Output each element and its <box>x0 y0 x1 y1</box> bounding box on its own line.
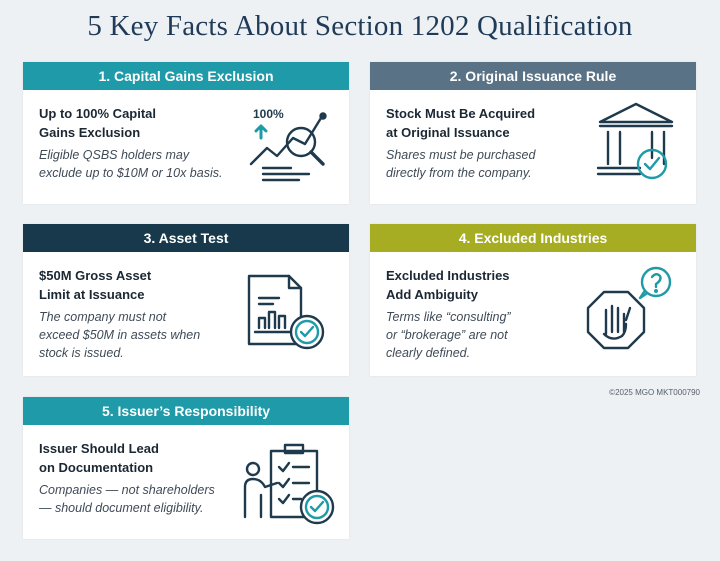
chart-magnifier-icon <box>249 104 339 184</box>
card-header: 5. Issuer’s Responsibility <box>23 397 349 425</box>
card-heading-line: Excluded Industries <box>386 268 510 283</box>
card-heading <box>39 266 229 304</box>
card-heading <box>386 266 576 304</box>
card-heading <box>39 104 229 142</box>
card-header: 1. Capital Gains Exclusion <box>23 62 349 90</box>
card-description <box>386 308 586 362</box>
card-heading <box>386 104 586 142</box>
card-description-line: stock is issued. <box>39 346 124 360</box>
card-description-line: The company must not <box>39 310 167 324</box>
card-description-line: Companies — not shareholders <box>39 483 215 497</box>
card-header: 2. Original Issuance Rule <box>370 62 696 90</box>
card-description <box>39 308 239 362</box>
card-description-line: exceed $50M in assets when <box>39 328 201 342</box>
stop-hand-question-icon <box>582 262 682 362</box>
card-heading-line: Issuer Should Lead <box>39 441 159 456</box>
card-description-line: exclude up to $10M or 10x basis. <box>39 166 223 180</box>
icon-label: 100% <box>253 107 284 121</box>
card-original-issuance-rule <box>370 62 696 204</box>
card-description-line: Shares must be purchased <box>386 148 536 162</box>
card-heading-line: $50M Gross Asset <box>39 268 152 283</box>
card-asset-test <box>23 224 349 376</box>
card-description-line: or “brokerage” are not <box>386 328 508 342</box>
card-heading-line: Gains Exclusion <box>39 125 141 140</box>
card-heading-line: on Documentation <box>39 460 154 475</box>
card-description-line: directly from the company. <box>386 166 532 180</box>
card-excluded-industries <box>370 224 696 376</box>
person-checklist-icon <box>241 437 341 529</box>
copyright-footnote: ©2025 MGO MKT000790 <box>609 388 700 397</box>
card-heading-line: Add Ambiguity <box>386 287 478 302</box>
card-heading-line: Stock Must Be Acquired <box>386 106 536 121</box>
card-description-line: clearly defined. <box>386 346 471 360</box>
card-heading-line: Limit at Issuance <box>39 287 145 302</box>
card-capital-gains-exclusion <box>23 62 349 204</box>
card-description-line: Eligible QSBS holders may <box>39 148 190 162</box>
card-description <box>39 146 239 182</box>
page-title: 5 Key Facts About Section 1202 Qualification <box>87 10 633 42</box>
card-header: 3. Asset Test <box>23 224 349 252</box>
card-heading-line: at Original Issuance <box>386 125 510 140</box>
card-heading <box>39 439 229 477</box>
card-description <box>39 481 239 517</box>
bank-building-icon <box>592 100 682 184</box>
card-heading-line: Up to 100% Capital <box>39 106 157 121</box>
document-chart-icon <box>245 270 331 356</box>
card-issuers-responsibility <box>23 397 349 539</box>
card-description-line: — should document eligibility. <box>39 501 204 515</box>
card-description-line: Terms like “consulting” <box>386 310 511 324</box>
card-header: 4. Excluded Industries <box>370 224 696 252</box>
card-description <box>386 146 586 182</box>
